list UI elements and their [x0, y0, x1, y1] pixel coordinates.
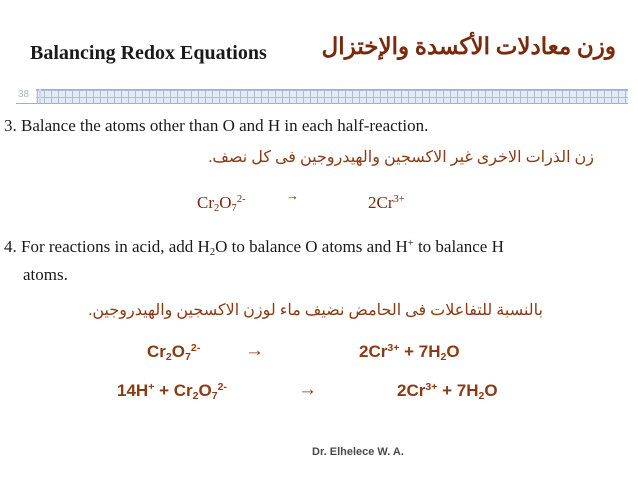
eq2-water-h: + 7H — [399, 342, 441, 361]
step4-h2-sub: 2 — [209, 247, 216, 259]
eq3-hydrogen: 14H — [117, 381, 149, 400]
eq3-product — [397, 381, 498, 401]
eq2-o: O — [171, 342, 185, 361]
step4-hplus-sup: + — [407, 238, 414, 250]
eq1-reactant — [197, 193, 246, 213]
eq1-product-cr: 2Cr — [368, 193, 394, 212]
eq3-product-charge: 3+ — [425, 381, 438, 394]
step4-text-line2: atoms. — [23, 265, 68, 284]
eq1-cr-sub: 2 — [214, 203, 220, 215]
eq1-o: O — [219, 193, 232, 212]
step4-text-part1: 4. For reactions in acid, add H — [4, 237, 210, 256]
step4-text — [4, 237, 504, 257]
eq3-water-sub: 2 — [478, 390, 485, 403]
eq3-water-h: + 7H — [437, 381, 479, 400]
eq1-o-sub: 7 — [231, 203, 237, 215]
header-band — [16, 89, 628, 104]
eq2-cr-sub: 2 — [165, 351, 172, 364]
eq3-cr-sub: 2 — [192, 390, 199, 403]
eq2-product-cr: 2Cr — [359, 342, 388, 361]
eq1-charge: 2- — [236, 194, 246, 206]
step3-arabic: زن الذرات الاخرى غير الاكسجين والهيدروجين فى كل نصف. — [208, 149, 594, 166]
eq3-reactant — [117, 381, 227, 401]
eq2-product — [359, 342, 460, 362]
eq3-o: O — [198, 381, 212, 400]
slide-title-arabic: وزن معادلات الأكسدة والإختزال — [321, 34, 616, 59]
eq3-charge: 2- — [217, 381, 227, 394]
eq1-product — [368, 193, 405, 213]
step4-arabic: بالنسبة للتفاعلات فى الحامض نضيف ماء لوزن الاكسجين والهيدروجين. — [88, 302, 543, 319]
eq2-arrow-icon: → — [245, 340, 264, 361]
slide-title-english: Balancing Redox Equations — [30, 42, 267, 64]
eq2-o-sub: 7 — [185, 351, 191, 364]
eq3-product-cr: 2Cr — [397, 381, 426, 400]
slide-number: 38 — [18, 89, 30, 100]
footer-author: Dr. Elhelece W. A. — [312, 446, 404, 458]
eq2-reactant — [147, 342, 200, 362]
eq2-charge: 2- — [190, 342, 201, 355]
eq3-hydrogen-charge: + — [148, 381, 155, 394]
eq2-water-sub: 2 — [440, 351, 447, 364]
eq2-cr: Cr — [147, 342, 166, 361]
step4-text-part2: O to balance O atoms and H — [215, 237, 408, 256]
eq3-water-o: O — [484, 381, 498, 400]
step3-text: 3. Balance the atoms other than O and H in each half-reaction. — [4, 116, 429, 135]
vertical-divider — [39, 89, 41, 103]
eq1-arrow-icon: → — [286, 188, 299, 203]
eq1-product-charge: 3+ — [393, 194, 405, 206]
eq3-arrow-icon: → — [298, 379, 317, 400]
eq3-cr: + Cr — [154, 381, 193, 400]
step4-text-part3: to balance H — [413, 237, 504, 256]
eq2-product-charge: 3+ — [387, 342, 400, 355]
eq1-cr: Cr — [197, 193, 214, 212]
eq3-o-sub: 7 — [211, 390, 218, 403]
eq2-water-o: O — [446, 342, 460, 361]
